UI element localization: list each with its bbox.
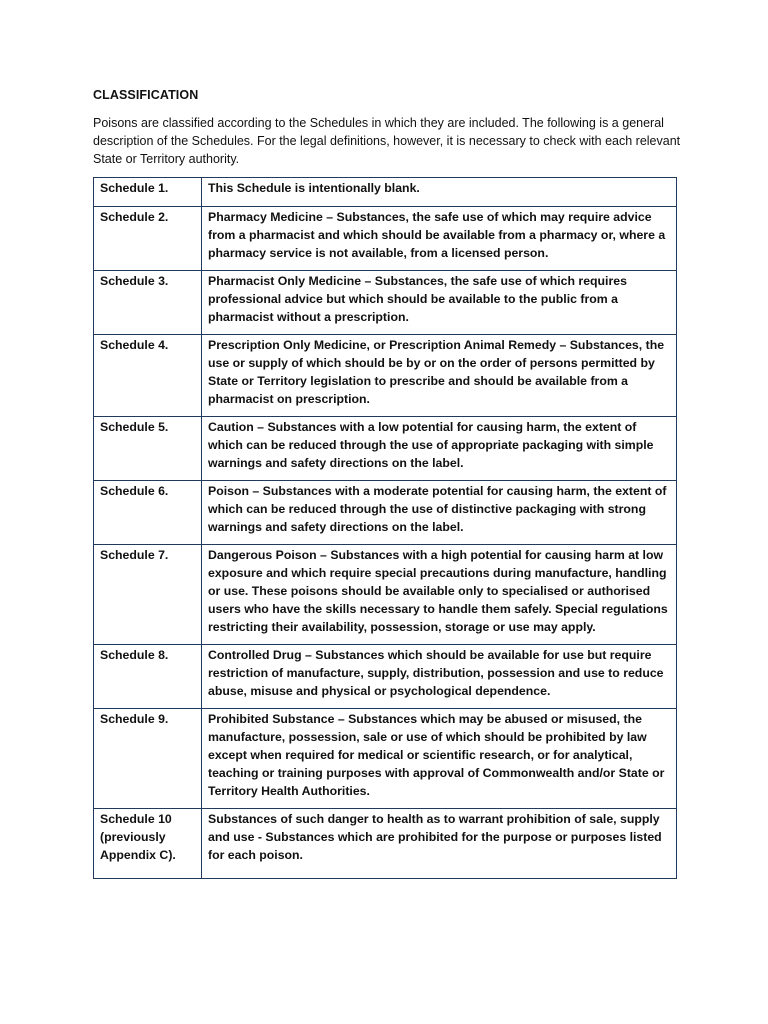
table-row bbox=[94, 417, 677, 481]
schedule-text: – Substances, the use or supply of which should be by or on the order of persons permitted by State or Territory legislation to prescribe and should be available from a pharmacist on prescription. bbox=[208, 338, 665, 406]
schedule-term: Caution bbox=[208, 420, 254, 434]
schedule-text: – Substances with a high potential for causing harm at low exposure and which require special precautions during manufacture, handling or use. These poisons should be available only to specialised or authorised users who have the skills necessary to handle them safely. Special regulations restricting their availability, possession, storage or use may apply. bbox=[208, 548, 668, 634]
table-row bbox=[94, 709, 677, 809]
schedule-text: – Substances with a low potential for causing harm, the extent of which can be reduced through the use of appropriate packaging with simple warnings and safety directions on the label. bbox=[208, 420, 654, 470]
schedule-term: Prohibited Substance bbox=[208, 712, 335, 726]
schedule-text: – Substances which may be abused or misused, the manufacture, possession, sale or use of which should be prohibited by law except when required for medical or scientific research, or for analytical, teaching or training purposes with approval of Commonwealth and/or State or Territory Health Authorities. bbox=[208, 712, 665, 798]
schedule-text: – Substances with a moderate potential for causing harm, the extent of which can be reduced through the use of distinctive packaging with strong warnings and safety directions on the label. bbox=[208, 484, 667, 534]
schedule-text: Substances of such danger to health as to warrant prohibition of sale, supply and use - Substances which are prohibited for the purpose or purposes listed for each poison. bbox=[208, 812, 662, 862]
schedule-term: Dangerous Poison bbox=[208, 548, 317, 562]
intro-paragraph: Poisons are classified according to the Schedules in which they are included. The following is a general description of the Schedules. For the legal definitions, however, it is necessary to check with each relevant State or Territory authority. bbox=[93, 116, 681, 166]
schedule-label: Schedule 8. bbox=[94, 645, 202, 709]
schedule-term: Pharmacy Medicine bbox=[208, 210, 323, 224]
schedule-term: Pharmacist Only Medicine bbox=[208, 274, 362, 288]
schedules-table bbox=[93, 177, 677, 879]
schedule-description bbox=[202, 335, 677, 417]
schedule-description bbox=[202, 178, 677, 207]
schedule-label: Schedule 1. bbox=[94, 178, 202, 207]
schedule-label: Schedule 4. bbox=[94, 335, 202, 417]
schedule-description bbox=[202, 271, 677, 335]
schedule-label: Schedule 9. bbox=[94, 709, 202, 809]
schedule-description bbox=[202, 709, 677, 809]
schedule-description bbox=[202, 545, 677, 645]
schedule-label: Schedule 10 (previously Appendix C). bbox=[94, 809, 202, 879]
table-row bbox=[94, 809, 677, 879]
schedule-description bbox=[202, 645, 677, 709]
schedule-label: Schedule 7. bbox=[94, 545, 202, 645]
schedule-description bbox=[202, 207, 677, 271]
table-row bbox=[94, 645, 677, 709]
section-heading: CLASSIFICATION bbox=[93, 88, 199, 102]
schedule-description bbox=[202, 481, 677, 545]
schedule-text: – Substances, the safe use of which may require advice from a pharmacist and which should be available from a pharmacy or, where a pharmacy service is not available, from a licensed person. bbox=[208, 210, 666, 260]
schedule-description bbox=[202, 417, 677, 481]
schedule-text: This Schedule is intentionally blank. bbox=[208, 181, 420, 195]
schedule-label: Schedule 6. bbox=[94, 481, 202, 545]
schedule-text: – Substances, the safe use of which requires professional advice but which should be available to the public from a pharmacist without a prescription. bbox=[208, 274, 627, 324]
schedule-text: – Substances which should be available for use but require restriction of manufacture, supply, distribution, possession and use to reduce abuse, misuse and physical or psychological dependence. bbox=[208, 648, 664, 698]
schedule-term: Controlled Drug bbox=[208, 648, 302, 662]
schedule-description bbox=[202, 809, 677, 879]
table-row bbox=[94, 178, 677, 207]
schedule-label: Schedule 2. bbox=[94, 207, 202, 271]
schedule-term: Prescription Only Medicine, or Prescription Animal Remedy bbox=[208, 338, 557, 352]
schedule-term: Poison bbox=[208, 484, 249, 498]
schedule-label: Schedule 5. bbox=[94, 417, 202, 481]
schedule-label: Schedule 3. bbox=[94, 271, 202, 335]
table-row bbox=[94, 335, 677, 417]
table-row bbox=[94, 481, 677, 545]
table-row bbox=[94, 207, 677, 271]
table-row bbox=[94, 271, 677, 335]
table-row bbox=[94, 545, 677, 645]
